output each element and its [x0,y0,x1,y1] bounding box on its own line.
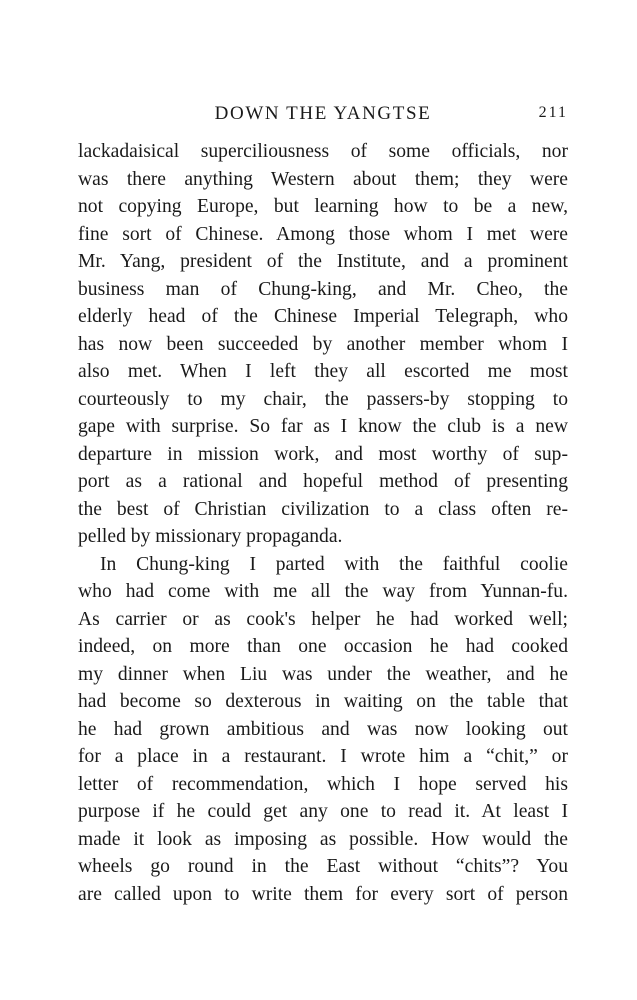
text-line: indeed, on more than one occasion he had cooked [78,636,568,657]
text-line: not copying Europe, but learning how to be a new, [78,196,568,217]
running-title: DOWN THE YANGTSE [214,103,432,124]
text-line: In Chung-king I parted with the faithful coolie [100,553,568,575]
text-line: courteously to my chair, the passers-by stopping to [78,388,568,410]
text-line: also met. When I left they all escorted me most [78,361,568,382]
text-line: letter of recommendation, which I hope served his [78,773,568,795]
text-line: the best of Christian civilization to a class often re- [78,498,568,520]
text-line: had become so dexterous in waiting on the table that [78,691,568,712]
body-text [78,138,568,908]
paragraph-2 [78,551,568,909]
paragraph-1 [78,138,568,551]
text-line: pelled by missionary propaganda. [78,526,343,547]
text-line: lackadaisical superciliousness of some officials, nor [78,141,568,162]
text-line: departure in mission work, and most worthy of sup- [78,443,568,465]
text-line: are called upon to write them for every sort of person [78,883,568,905]
text-line: As carrier or as cook's helper he had worked well; [78,608,568,630]
text-line: my dinner when Liu was under the weather, and he [78,663,568,685]
text-line: made it look as imposing as possible. How would the [78,828,568,850]
text-line: he had grown ambitious and was now looking out [78,718,568,740]
text-line: for a place in a restaurant. I wrote him a “chit,” or [78,746,568,767]
text-line: has now been succeeded by another member whom I [78,333,568,355]
text-line: gape with surprise. So far as I know the club is a new [78,416,568,437]
text-line: who had come with me all the way from Yunnan-fu. [78,581,568,602]
text-line: business man of Chung-king, and Mr. Cheo, the [78,278,568,300]
text-line: elderly head of the Chinese Imperial Telegraph, who [78,306,568,327]
page-number: 211 [538,104,568,121]
text-line: purpose if he could get any one to read it. At least I [78,801,568,822]
text-line: was there anything Western about them; they were [78,168,568,190]
text-line: wheels go round in the East without “chits”? You [78,856,568,877]
text-line: fine sort of Chinese. Among those whom I met were [78,223,568,245]
text-line: Mr. Yang, president of the Institute, and a prominent [78,251,568,272]
text-line: port as a rational and hopeful method of presenting [78,471,568,492]
running-head [78,103,568,129]
